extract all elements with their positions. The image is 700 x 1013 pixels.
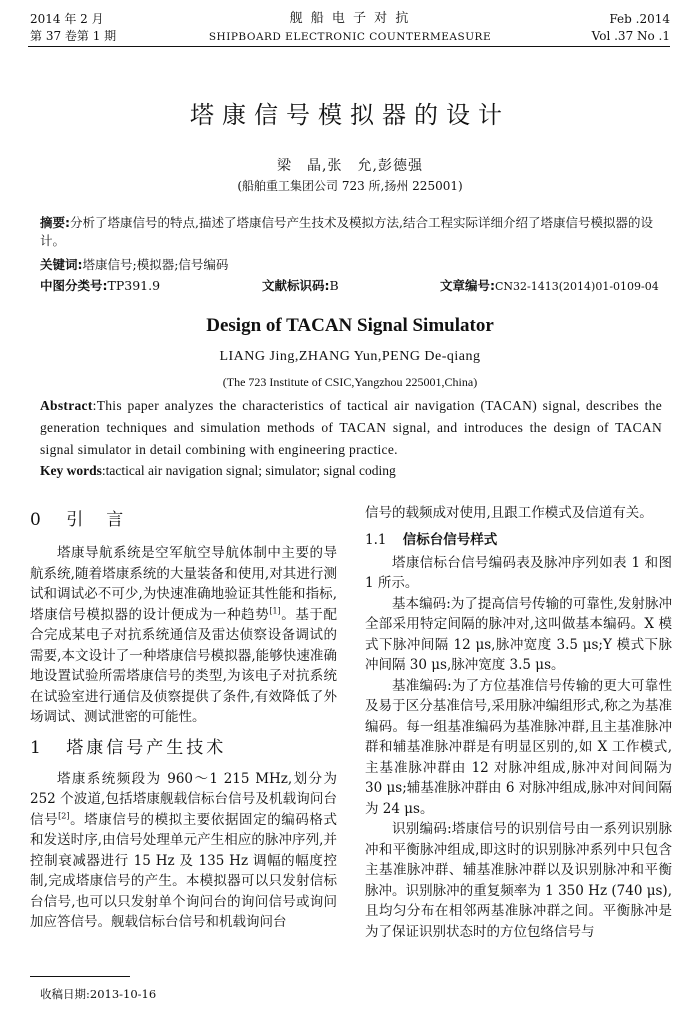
clc-number — [40, 277, 160, 295]
section-1-citation: [2] — [58, 811, 70, 820]
keywords-cn-label: 关键词: — [40, 257, 83, 272]
right-paragraph-3: 基准编码:为了方位基准信号传输的更大可靠性及易于区分基准信号,采用脉冲编组形式,称之为基准编码。每一组基准编码为基准脉冲群,且主基准脉冲群和辅基准脉冲群是有明显区别的,如 X 工作模式,主基准脉冲群由 12 对脉冲组成,脉冲对间间隔为 30 μs;辅基准脉冲群由 6 对脉冲组成,脉冲对间间隔为 24 μs。 — [365, 677, 672, 817]
intro-paragraph — [30, 543, 337, 728]
article-number-label: 文章编号: — [440, 278, 495, 293]
right-paragraph-0: 信号的载频成对使用,且跟工作模式及信道有关。 — [365, 505, 653, 521]
title-cn: 塔康信号模拟器的设计 — [190, 101, 510, 129]
subsection-1-1-title: 信标台信号样式 — [402, 531, 498, 548]
left-column — [30, 505, 337, 933]
footnote-rule — [30, 976, 130, 977]
section-1-number: 1 — [30, 737, 44, 758]
abstract-cn-label: 摘要: — [40, 215, 70, 230]
clc-label: 中图分类号: — [40, 278, 108, 293]
right-paragraph-2: 基本编码:为了提高信号传输的可靠性,发射脉冲全部采用特定间隔的脉冲对,这叫做基本编码。X 模式下脉冲间隔 12 μs,脉冲宽度 3.5 μs;Y 模式下脉冲间隔 30 μs,脉冲宽度 3.5 μs。 — [365, 595, 672, 673]
abstract-en-label: Abstract — [40, 398, 93, 413]
section-0-heading — [30, 505, 337, 535]
keywords-en-label: Key words — [40, 463, 102, 478]
keywords-cn — [40, 256, 228, 274]
intro-text-b: 。基于配合完成某电子对抗系统通信及雷达侦察设备调试的需要,本文设计了一种塔康信号模拟器,能够快速准确地设置试验所需塔康信号的类型,为该电子对抗系统在试验室进行通信及侦察提供了条件,有效降低了外场调试、测试泄密的可能性。 — [30, 606, 338, 725]
right-paragraph-1: 塔康信标台信号编码表及脉冲序列如表 1 和图 1 所示。 — [365, 554, 672, 591]
document-code-label: 文献标识码: — [262, 278, 330, 293]
header-volume-cn: 第 37 卷第 1 期 — [30, 29, 117, 43]
keywords-cn-text: 塔康信号;模拟器;信号编码 — [82, 257, 229, 272]
keywords-en-text: :tactical air navigation signal; simulator; signal coding — [101, 463, 396, 478]
affiliation-cn: (船舶重工集团公司 723 所,扬州 225001) — [237, 179, 463, 193]
article-number-value: CN32-1413(2014)01-0109-04 — [495, 280, 659, 293]
header-rule — [28, 46, 670, 47]
abstract-en-text: :This paper analyzes the characteristics of tactical air navigation (TACAN) signal, describes the generation techniques and simulation methods of TACAN signal, and introduces the design of TACAN signal simulator in detail combining with engineering practice. — [40, 398, 662, 457]
clc-value: TP391.9 — [107, 278, 161, 293]
intro-text-a: 塔康导航系统是空军航空导航体制中主要的导航系统,随着塔康系统的大量装备和使用,对其进行测试和调试必不可少,为快速准确地验证其性能和指标,塔康信号模拟器的设计便成为一种趋势 — [30, 545, 337, 623]
section-1-paragraph — [30, 769, 337, 933]
keywords-en — [40, 460, 396, 482]
abstract-cn-text: 分析了塔康信号的特点,描述了塔康信号产生技术及模拟方法,结合工程实际详细介绍了塔康信号模拟器的设计。 — [40, 215, 653, 248]
subsection-1-1-number: 1.1 — [365, 531, 387, 548]
section-0-number: 0 — [30, 510, 44, 530]
subsection-1-1-heading — [365, 527, 672, 553]
intro-citation: [1] — [269, 606, 281, 615]
article-number — [440, 277, 659, 296]
right-column — [365, 503, 672, 942]
document-code — [262, 277, 339, 295]
section-1-text-b: 。塔康信号的模拟主要依据固定的编码格式和发送时序,由信号处理单元产生相应的脉冲序列,并控制衰减器进行 15 Hz 及 135 Hz 调幅的幅度控制,完成塔康信号的产生。本模拟器可以只发射信标台信号,也可以只发射单个询问台的询问信号或询问加应答信号。舰载信标台信号和机载询问台 — [30, 811, 338, 930]
authors-cn: 梁 晶,张 允,彭德强 — [277, 158, 423, 174]
header-date-en: Feb .2014 — [609, 12, 670, 26]
header-journal-cn: 舰 船 电 子 对 抗 — [289, 11, 411, 26]
section-1-heading — [30, 733, 337, 763]
affiliation-en: (The 723 Institute of CSIC,Yangzhou 225001,China) — [222, 375, 478, 389]
header-date-cn: 2014 年 2 月 — [30, 12, 104, 26]
section-1-title: 塔康信号产生技术 — [66, 737, 227, 758]
abstract-en — [40, 395, 662, 461]
right-paragraph-4: 识别编码:塔康信号的识别信号由一系列识别脉冲和平衡脉冲组成,即这时的识别脉冲系列中只包含主基准脉冲群、辅基准脉冲群以及识别脉冲和平衡脉冲。识别脉冲的重复频率为 1 350 Hz (740 μs),且均匀分布在相邻两基准脉冲群之间。平衡脉冲是为了保证识别状态时的方位包络信号与 — [365, 821, 672, 940]
received-date: 收稿日期:2013-10-16 — [40, 987, 157, 1001]
document-code-value: B — [329, 278, 339, 293]
title-en: Design of TACAN Signal Simulator — [206, 315, 494, 336]
header-volume-en: Vol .37 No .1 — [591, 29, 670, 43]
section-1-text-a: 塔康系统频段为 960～1 215 MHz,划分为 252 个波道,包括塔康舰载信标台信号及机载询问台信号 — [30, 770, 337, 828]
authors-en: LIANG Jing,ZHANG Yun,PENG De-qiang — [219, 349, 481, 364]
header-journal-en: SHIPBOARD ELECTRONIC COUNTERMEASURE — [208, 31, 492, 43]
section-0-title: 引 言 — [66, 510, 127, 530]
abstract-cn — [40, 214, 662, 250]
